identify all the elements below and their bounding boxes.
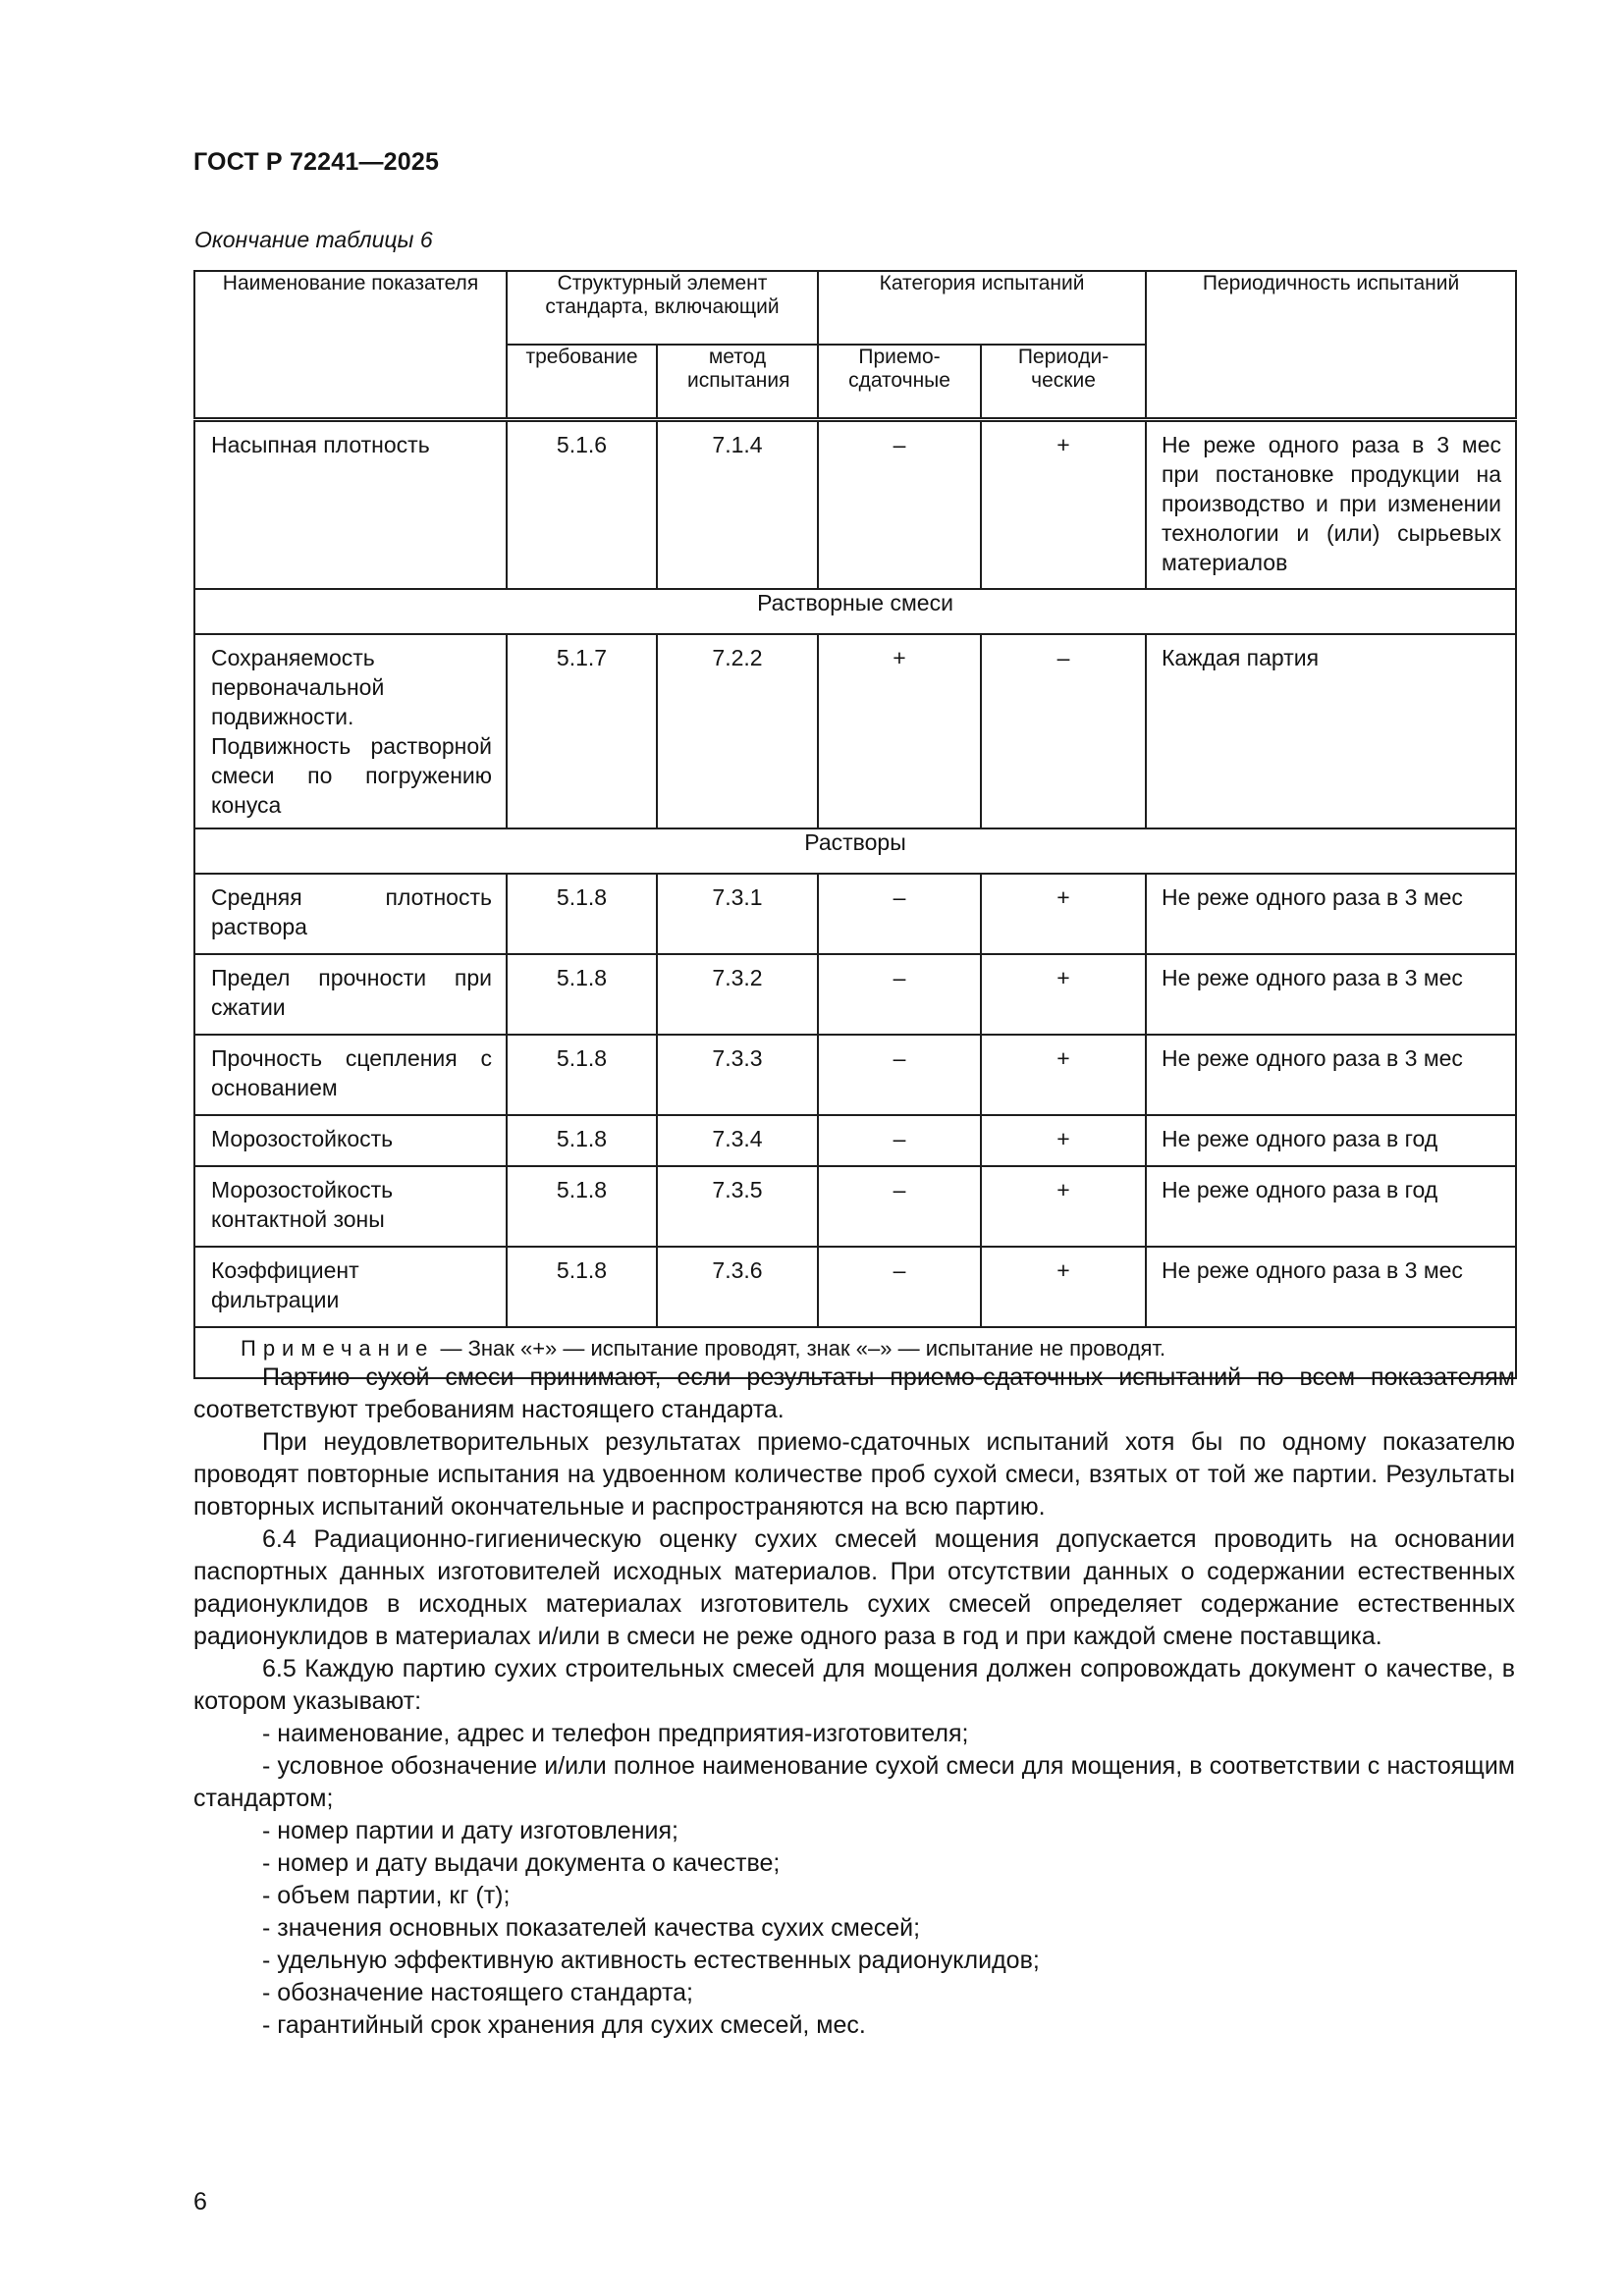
paragraph: Партию сухой смеси принимают, если результаты приемо-сдаточных испытаний по всем показателям соответствуют требованиям настоящего стандарта. [193, 1363, 1515, 1423]
row-requirement: 5.1.8 [507, 1115, 657, 1166]
row-requirement: 5.1.8 [507, 874, 657, 954]
table-row [194, 1115, 1516, 1166]
row-name: Насыпная плотность [194, 420, 507, 590]
note-label: Примечание [241, 1336, 435, 1361]
table-row [194, 1247, 1516, 1327]
header-name: Наименование показателя [194, 271, 507, 420]
quality-document-list [193, 1718, 1515, 2042]
row-acceptance: – [818, 420, 981, 590]
list-item: - условное обозначение и/или полное наименование сухой смеси для мощения, в соответствии с настоящим стандартом; [193, 1752, 1515, 1812]
row-periodicity: Не реже одного раза в год [1146, 1115, 1516, 1166]
row-periodicity: Не реже одного раза в 3 мес [1146, 1247, 1516, 1327]
row-periodicity: Не реже одного раза в 3 мес [1146, 954, 1516, 1035]
table-row [194, 1166, 1516, 1247]
row-periodic: + [981, 954, 1146, 1035]
row-periodic: + [981, 874, 1146, 954]
row-periodic: + [981, 1166, 1146, 1247]
row-periodic: + [981, 420, 1146, 590]
row-method: 7.3.5 [657, 1166, 818, 1247]
document-header: ГОСТ Р 72241—2025 [193, 148, 440, 176]
row-name: Сохраняемость первоначальной подвижности. Подвижность растворной смеси по погружению конуса [194, 634, 507, 828]
list-item: - гарантийный срок хранения для сухих смесей, мес. [262, 2011, 866, 2039]
table-row [194, 954, 1516, 1035]
row-method: 7.3.6 [657, 1247, 818, 1327]
row-periodicity: Не реже одного раза в год [1146, 1166, 1516, 1247]
list-item: - значения основных показателей качества сухих смесей; [262, 1914, 921, 1942]
row-periodicity: Не реже одного раза в 3 мес [1146, 874, 1516, 954]
table-row [194, 634, 1516, 828]
row-acceptance: – [818, 954, 981, 1035]
header-struct: Структурный элемент стандарта, включающий [507, 271, 818, 345]
row-periodicity: Не реже одного раза в 3 мес [1146, 1035, 1516, 1115]
row-acceptance: – [818, 1166, 981, 1247]
paragraph: 6.4 Радиационно-гигиеническую оценку сухих смесей мощения допускается проводить на основании паспортных данных изготовителей исходных материалов. При отсутствии данных о содержании естественных радионуклидов в исходных материалах изготовитель сухих смесей определяет содержание естественных радионуклидов в материалах и/или в смеси не реже одного раза в год и при каждой смене поставщика. [193, 1525, 1515, 1650]
row-acceptance: – [818, 1035, 981, 1115]
row-name: Коэффициент фильтрации [194, 1247, 507, 1327]
row-method: 7.3.3 [657, 1035, 818, 1115]
section-row [194, 589, 1516, 634]
row-requirement: 5.1.6 [507, 420, 657, 590]
row-method: 7.1.4 [657, 420, 818, 590]
table-6 [193, 270, 1517, 1379]
row-requirement: 5.1.7 [507, 634, 657, 828]
row-acceptance: – [818, 874, 981, 954]
row-method: 7.2.2 [657, 634, 818, 828]
row-requirement: 5.1.8 [507, 954, 657, 1035]
row-requirement: 5.1.8 [507, 1166, 657, 1247]
paragraph: При неудовлетворительных результатах приемо-сдаточных испытаний хотя бы по одному показателю проводят повторные испытания на удвоенном количестве проб сухой смеси, взятых от той же партии. Результаты повторных испытаний окончательные и распространяются на всю партию. [193, 1428, 1515, 1521]
table-row [194, 420, 1516, 590]
row-name: Морозостойкость [194, 1115, 507, 1166]
list-item: - номер и дату выдачи документа о качестве; [262, 1849, 781, 1877]
row-periodicity: Каждая партия [1146, 634, 1516, 828]
row-periodic: + [981, 1115, 1146, 1166]
row-periodic: – [981, 634, 1146, 828]
header-acceptance: Приемо-сдаточные [818, 345, 981, 419]
header-method: метод испытания [657, 345, 818, 419]
table-row [194, 874, 1516, 954]
page-number: 6 [193, 2188, 207, 2216]
row-periodicity: Не реже одного раза в 3 мес при постановке продукции на производство и при изменении технологии и (или) сырьевых материалов [1146, 420, 1516, 590]
table-header-row [194, 271, 1516, 345]
section-title: Растворы [194, 828, 1516, 874]
row-method: 7.3.2 [657, 954, 818, 1035]
row-name: Средняя плотность раствора [194, 874, 507, 954]
row-requirement: 5.1.8 [507, 1247, 657, 1327]
row-method: 7.3.4 [657, 1115, 818, 1166]
header-periodic: Периоди-ческие [981, 345, 1146, 419]
body-text [193, 1362, 1515, 2042]
list-item: - наименование, адрес и телефон предприятия-изготовителя; [262, 1720, 969, 1747]
row-acceptance: – [818, 1115, 981, 1166]
row-name: Морозостойкость контактной зоны [194, 1166, 507, 1247]
row-method: 7.3.1 [657, 874, 818, 954]
row-name: Предел прочности при сжатии [194, 954, 507, 1035]
header-periodicity: Периодичность испытаний [1146, 271, 1516, 420]
row-acceptance: + [818, 634, 981, 828]
list-item: - объем партии, кг (т); [262, 1882, 511, 1909]
header-category: Категория испытаний [818, 271, 1146, 345]
list-item: - обозначение настоящего стандарта; [262, 1979, 693, 2006]
row-periodic: + [981, 1247, 1146, 1327]
row-requirement: 5.1.8 [507, 1035, 657, 1115]
paragraph: 6.5 Каждую партию сухих строительных смесей для мощения должен сопровождать документ о качестве, в котором указывают: [193, 1655, 1515, 1715]
list-item: - удельную эффективную активность естественных радионуклидов; [262, 1947, 1040, 1974]
row-periodic: + [981, 1035, 1146, 1115]
section-row [194, 828, 1516, 874]
note-text: — Знак «+» — испытание проводят, знак «–» — испытание не проводят. [434, 1336, 1166, 1361]
table-caption: Окончание таблицы 6 [194, 227, 433, 252]
section-title: Растворные смеси [194, 589, 1516, 634]
row-name: Прочность сцепления с основанием [194, 1035, 507, 1115]
list-item: - номер партии и дату изготовления; [262, 1817, 678, 1844]
header-requirement: требование [507, 345, 657, 419]
table-row [194, 1035, 1516, 1115]
row-acceptance: – [818, 1247, 981, 1327]
